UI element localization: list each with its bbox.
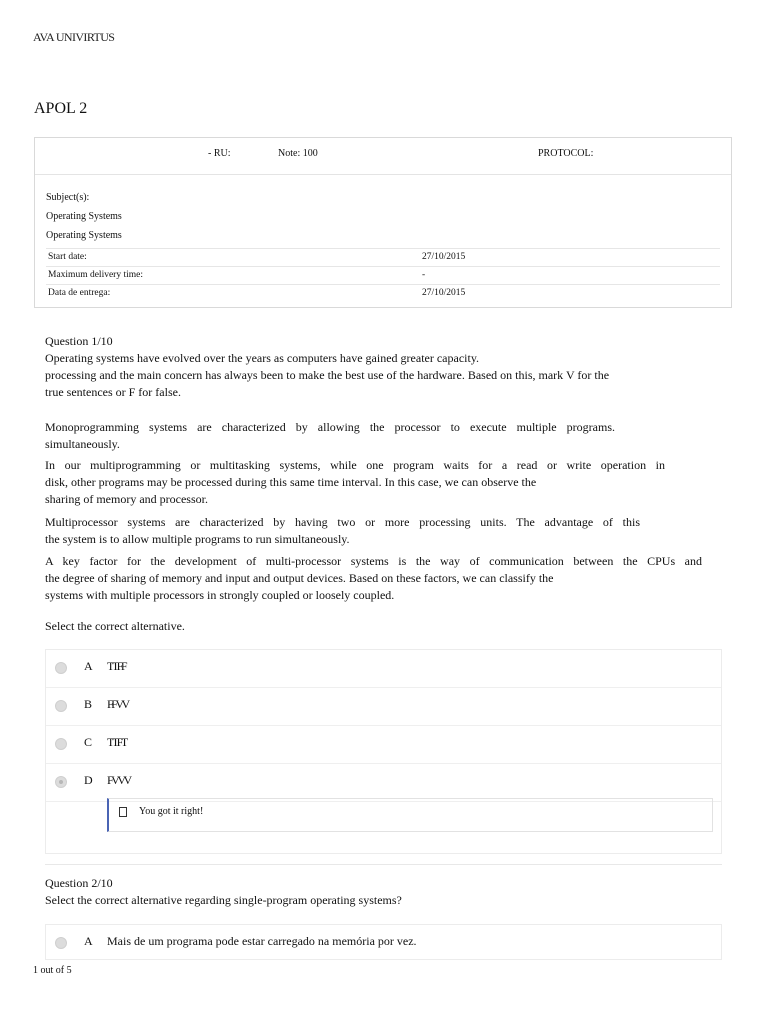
question-1-intro (45, 350, 702, 401)
option-text: FFVV (107, 697, 128, 711)
statement-4 (45, 553, 702, 604)
exam-info-box (34, 137, 732, 308)
option-letter: C (84, 735, 93, 749)
intro-line: Operating systems have evolved over the years as computers have gained greater capacity. (45, 351, 480, 365)
answer-feedback (107, 798, 713, 832)
page-counter: 1 out of 5 (33, 965, 72, 976)
question-1-number: Question 1/10 (45, 334, 113, 348)
option-letter: A (84, 934, 93, 948)
info-body (35, 175, 731, 302)
statement-2 (45, 457, 665, 508)
start-date-row (46, 248, 720, 266)
row-value: 27/10/2015 (422, 288, 466, 298)
statement-1 (45, 419, 615, 453)
row-label: Data de entrega: (48, 288, 111, 298)
option-letter: B (84, 697, 93, 711)
question-1-prompt: Select the correct alternative. (45, 619, 185, 633)
radio-button[interactable] (55, 738, 67, 750)
row-value: - (422, 270, 426, 280)
statement-line: Monoprogramming systems are characterized by allowing the processor to execute multiple programs. (45, 420, 615, 434)
feedback-text: You got it right! (139, 806, 204, 817)
subject-item: Operating Systems (46, 211, 122, 222)
statement-line: the degree of sharing of memory and input and output devices. Based on these factors, we can classify the (45, 571, 554, 585)
radio-button[interactable] (55, 937, 67, 949)
row-label: Maximum delivery time: (48, 270, 143, 280)
statement-line: simultaneously. (45, 437, 120, 451)
delivery-date-row (46, 284, 720, 302)
statement-line: Multiprocessor systems are characterized by having two or more processing units. The advantage of this (45, 515, 640, 529)
note-value: Note: 100 (278, 148, 318, 159)
radio-button[interactable] (55, 662, 67, 674)
question-divider (45, 864, 722, 865)
radio-button-selected[interactable] (55, 776, 67, 788)
question-2-text: Select the correct alternative regarding single-program operating systems? (45, 893, 402, 907)
option-letter: D (84, 773, 93, 787)
row-label: Start date: (48, 252, 87, 262)
intro-line: true sentences or F for false. (45, 385, 181, 399)
statement-line: systems with multiple processors in strongly coupled or loosely coupled. (45, 588, 395, 602)
ru-label: - RU: (208, 148, 231, 159)
intro-line: processing and the main concern has always been to make the best use of the hardware. Based on this, mark V for the (45, 368, 610, 382)
statement-3 (45, 514, 640, 548)
radio-button[interactable] (55, 700, 67, 712)
option-text: Mais de um programa pode estar carregado na memória por vez. (107, 934, 417, 948)
option-letter: A (84, 659, 93, 673)
row-value: 27/10/2015 (422, 252, 466, 262)
statement-line: In our multiprogramming or multitasking systems, while one program waits for a read or write operation in (45, 458, 665, 472)
info-header (35, 138, 731, 175)
statement-line: sharing of memory and processor. (45, 492, 208, 506)
site-brand: AVA UNIVIRTUS (33, 30, 115, 44)
option-text: TTFF (107, 659, 126, 673)
option-c[interactable] (46, 726, 721, 764)
protocol-label: PROTOCOL: (538, 148, 594, 159)
page-title: APOL 2 (34, 100, 88, 117)
question-1-options (45, 649, 722, 854)
subject-item: Operating Systems (46, 230, 122, 241)
question-2-option-a[interactable] (45, 924, 722, 960)
option-a[interactable] (46, 650, 721, 688)
question-2-number: Question 2/10 (45, 876, 113, 890)
statement-line: the system is to allow multiple programs to run simultaneously. (45, 532, 350, 546)
option-d[interactable] (46, 764, 721, 802)
option-text: FVVV (107, 773, 130, 787)
statement-line: A key factor for the development of multi-processor systems is the way of communication between the CPUs and (45, 554, 702, 568)
option-b[interactable] (46, 688, 721, 726)
subjects-label: Subject(s): (46, 192, 90, 203)
statement-line: disk, other programs may be processed during this same time interval. In this case, we can observe the (45, 475, 537, 489)
document-icon (119, 807, 127, 817)
max-delivery-row (46, 266, 720, 284)
option-text: TTFT (107, 735, 126, 749)
